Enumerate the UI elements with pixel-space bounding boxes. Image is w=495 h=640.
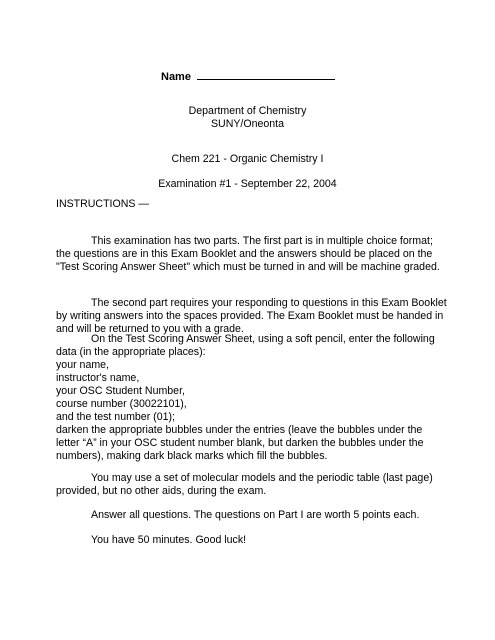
instructions-paragraph-2 xyxy=(56,297,448,336)
course-title: Chem 221 - Organic Chemistry I xyxy=(171,153,324,165)
instructions-paragraph-5 xyxy=(56,509,448,522)
paragraph-text: You may use a set of molecular models and the periodic table (last page) provided, but no other aids, during the exam. xyxy=(56,472,433,497)
paragraph-text: This examination has two parts. The first part is in multiple choice format; the questions are in this Exam Booklet and the answers should be placed on the "Test Scoring Answer Sheet" which must be turned in and will be machine graded. xyxy=(56,235,440,273)
paragraph-text: darken the appropriate bubbles under the entries (leave the bubbles under the letter “A” in your OSC student number blank, but darken the bubbles under the numbers), making dark black marks which fill the bubbles. xyxy=(56,424,424,462)
instructions-paragraph-4 xyxy=(56,472,448,498)
paragraph-text: Answer all questions. The questions on Part I are worth 5 points each. xyxy=(91,509,420,521)
department-title: Department of Chemistry xyxy=(188,105,307,117)
instructions-paragraph-3 xyxy=(56,333,448,463)
school-name: SUNY/Oneonta xyxy=(210,118,285,130)
name-field xyxy=(161,68,335,83)
name-label: Name xyxy=(161,71,191,83)
paragraph-text: You have 50 minutes. Good luck! xyxy=(91,534,247,546)
instructions-heading: INSTRUCTIONS — xyxy=(56,198,149,210)
list-item: course number (30022101), xyxy=(56,398,187,410)
name-blank-line xyxy=(197,68,335,80)
instructions-paragraph-6 xyxy=(56,534,448,547)
department-block xyxy=(0,105,495,131)
list-item: and the test number (01); xyxy=(56,411,175,423)
paragraph-text: The second part requires your responding to questions in this Exam Booklet by writing answers into the spaces provided. The Exam Booklet must be handed in and will be returned to you with a grade. xyxy=(56,297,447,335)
list-item: your OSC Student Number, xyxy=(56,385,185,397)
instructions-paragraph-1 xyxy=(56,235,448,274)
exam-title: Examination #1 - September 22, 2004 xyxy=(158,178,337,190)
list-item: instructor's name, xyxy=(56,372,140,384)
list-item: your name, xyxy=(56,359,109,371)
paragraph-text: On the Test Scoring Answer Sheet, using a soft pencil, enter the following data (in the appropriate places): xyxy=(56,333,435,358)
